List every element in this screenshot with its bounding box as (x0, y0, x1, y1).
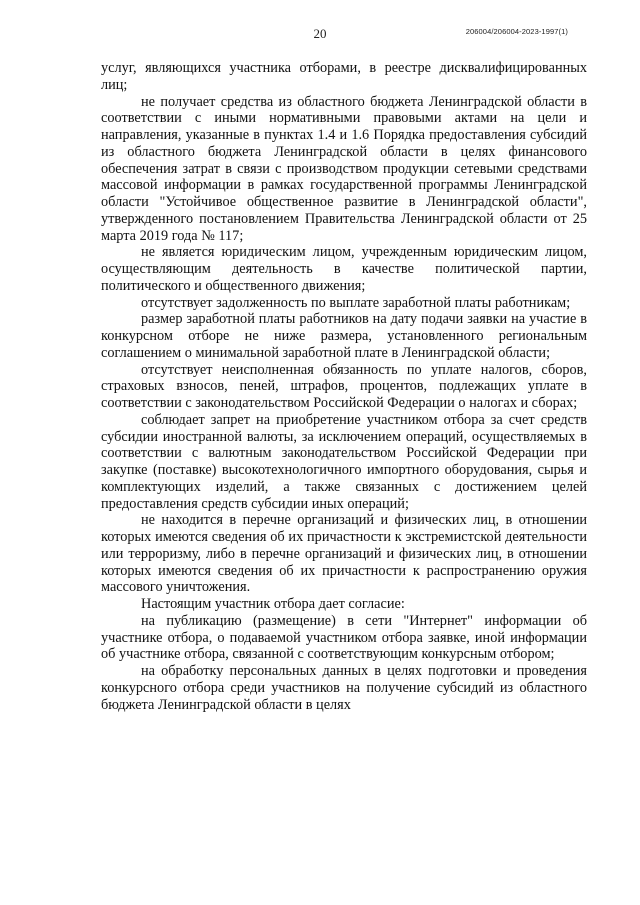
paragraph: не получает средства из областного бюджета Ленинградской области в соответствии с иными нормативными правовыми актами на цели и направления, указанные в пунктах 1.4 и 1.6 Порядка предоставления субсидий из областного бюджета Ленинградской области в целях финансового обеспечения затрат в связи с производством продукции сетевыми средствами массовой информации в рамках государственной программы Ленинградской области "Устойчивое общественное развитие в Ленинградской области", утвержденного постановлением Правительства Ленинградской области от 25 марта 2019 года № 117; (101, 93, 587, 244)
paragraph: не является юридическим лицом, учрежденным юридическим лицом, осуществляющим деятельность в качестве политической партии, политического и общественного движения; (101, 244, 587, 294)
paragraph: размер заработной платы работников на дату подачи заявки на участие в конкурсном отборе не ниже размера, установленного региональным соглашением о минимальной заработной плате в Ленинградской области; (101, 311, 587, 361)
document-body (101, 60, 587, 713)
paragraph: на публикацию (размещение) в сети "Интернет" информации об участнике отбора, о подаваемой участником отбора заявке, иной информации об участнике отбора, связанной с соответствующим конкурсным отбором; (101, 612, 587, 663)
paragraph: отсутствует задолженность по выплате заработной платы работникам; (141, 294, 571, 311)
paragraph: Настоящим участник отбора дает согласие: (141, 596, 405, 612)
paragraph: не находится в перечне организаций и физических лиц, в отношении которых имеются сведения об их причастности к экстремистской деятельности или терроризму, либо в перечне организаций и физических лиц, в отношении которых имеются сведения об их причастности к распространению оружия массового уничтожения. (101, 512, 587, 596)
paragraph: услуг, являющихся участника отборами, в реестре дисквалифицированных лиц; (101, 60, 587, 93)
paragraph: соблюдает запрет на приобретение участником отбора за счет средств субсидии иностранной валюты, за исключением операций, осуществляемых в соответствии с валютным законодательством Российской Федерации при закупке (поставке) высокотехнологичного импортного оборудования, сырья и комплектующих изделий, а также связанных с достижением целей предоставления средств субсидии иных операций; (101, 411, 587, 512)
document-id: 206004/206004-2023-1997(1) (465, 27, 568, 36)
paragraph: отсутствует неисполненная обязанность по уплате налогов, сборов, страховых взносов, пеней, штрафов, процентов, подлежащих уплате в соответствии с законодательством Российской Федерации о налогах и сборах; (101, 361, 587, 411)
page-number: 20 (313, 26, 327, 41)
paragraph: на обработку персональных данных в целях подготовки и проведения конкурсного отбора среди участников на получение субсидий из областного бюджета Ленинградской области в целях (101, 663, 587, 713)
